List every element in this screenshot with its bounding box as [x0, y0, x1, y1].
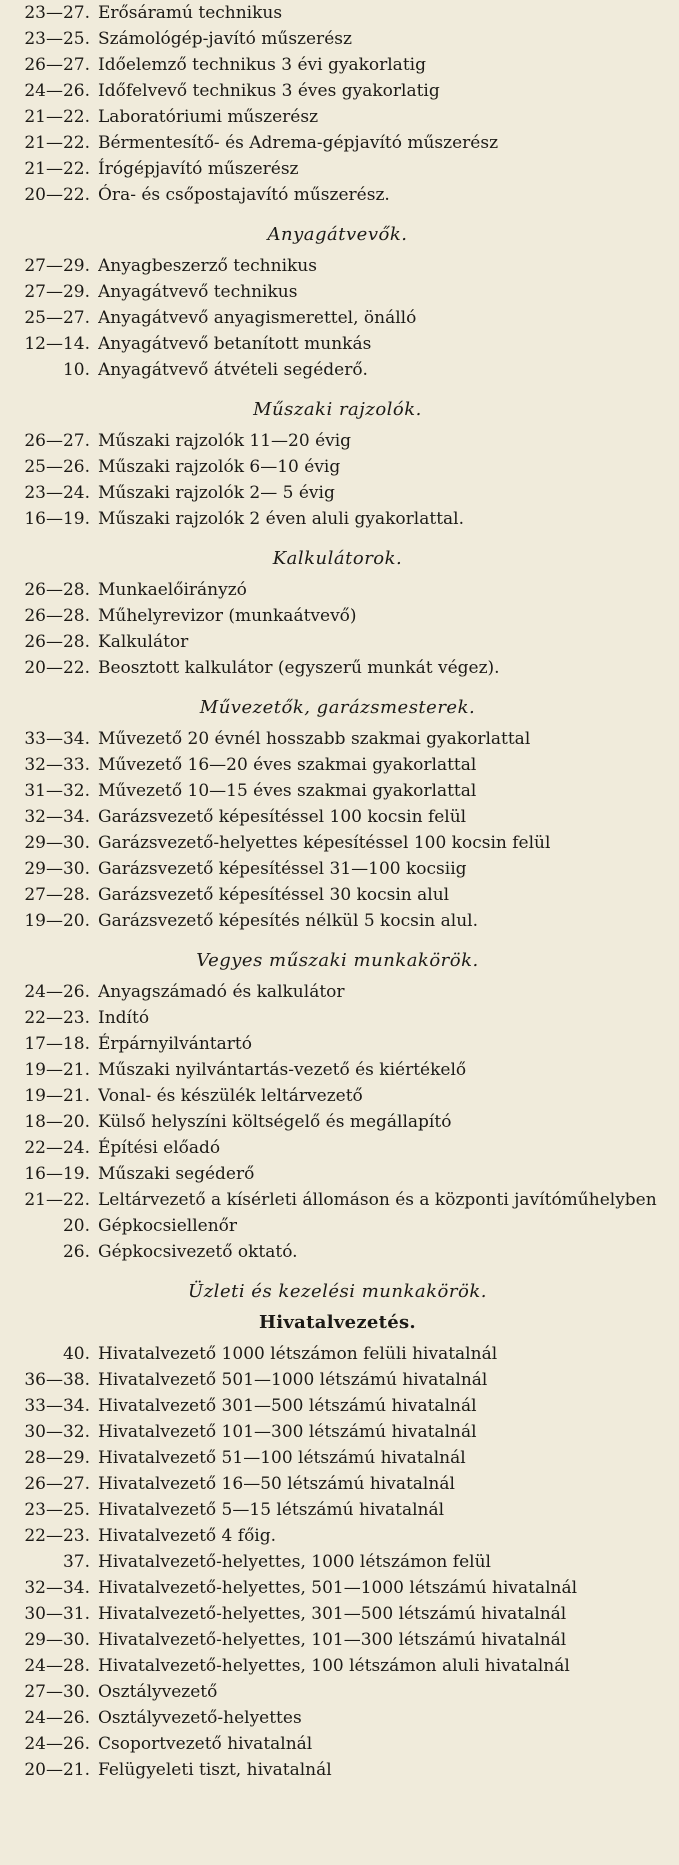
- job-title: Laboratóriumi műszerész: [98, 107, 319, 127]
- section-heading: Üzleti és kezelési munkakörök.: [188, 1281, 487, 1302]
- pay-grade: 20.: [62, 1216, 90, 1236]
- job-row: [6, 1031, 669, 1057]
- job-title: Számológép-javító műszerész: [98, 29, 352, 49]
- pay-grade: 25—26.: [24, 457, 90, 477]
- pay-grade: 29—30.: [24, 1630, 90, 1650]
- job-row: [6, 1005, 669, 1031]
- section: [6, 0, 669, 208]
- section: [6, 397, 669, 532]
- job-title: Műszaki rajzolók 2— 5 évig: [98, 483, 335, 503]
- job-row: [6, 331, 669, 357]
- job-title: Munkaelőirányzó: [98, 580, 247, 600]
- pay-grade: 16—19.: [24, 509, 90, 529]
- job-row: [6, 1731, 669, 1757]
- job-row: [6, 726, 669, 752]
- job-title: Külső helyszíni költségelő és megállapító: [98, 1112, 452, 1132]
- job-title: Műszaki segéderő: [98, 1164, 255, 1184]
- pay-grade: 33—34.: [24, 729, 90, 749]
- job-row: [6, 78, 669, 104]
- pay-grade: 30—31.: [24, 1604, 90, 1624]
- pay-grade: 19—20.: [24, 911, 90, 931]
- job-row: [6, 182, 669, 208]
- section-subheading: Hivatalvezetés.: [258, 1312, 417, 1333]
- job-title: Művezető 20 évnél hosszabb szakmai gyakorlattal: [98, 729, 531, 749]
- job-title: Időfelvevő technikus 3 éves gyakorlatig: [98, 81, 440, 101]
- job-row: [6, 908, 669, 934]
- pay-grade: 30—32.: [24, 1422, 90, 1442]
- pay-grade: 19—21.: [24, 1086, 90, 1106]
- pay-grade: 32—34.: [24, 807, 90, 827]
- job-title: Garázsvezető képesítés nélkül 5 kocsin alul.: [98, 911, 478, 931]
- job-row: [6, 1161, 669, 1187]
- job-row: [6, 804, 669, 830]
- job-row: [6, 1341, 669, 1367]
- job-title: Hivatalvezető-helyettes, 101—300 létszámú hivatalnál: [98, 1630, 567, 1650]
- pay-grade: 23—24.: [24, 483, 90, 503]
- job-title: Hivatalvezető 301—500 létszámú hivatalnál: [98, 1396, 477, 1416]
- job-row: [6, 1575, 669, 1601]
- job-row: [6, 830, 669, 856]
- job-title: Időelemző technikus 3 évi gyakorlatig: [98, 55, 426, 75]
- job-row: [6, 577, 669, 603]
- job-row: [6, 1679, 669, 1705]
- job-row: [6, 1419, 669, 1445]
- job-row: [6, 629, 669, 655]
- pay-grade: 26—27.: [24, 1474, 90, 1494]
- job-row: [6, 480, 669, 506]
- job-row: [6, 1757, 669, 1783]
- job-title: Osztályvezető: [98, 1682, 218, 1702]
- job-title: Hivatalvezető 501—1000 létszámú hivatalnál: [98, 1370, 488, 1390]
- pay-grade: 27—28.: [24, 885, 90, 905]
- job-row: [6, 1057, 669, 1083]
- job-title: Anyagátvevő technikus: [98, 282, 298, 302]
- job-row: [6, 655, 669, 681]
- pay-grade: 21—22.: [24, 159, 90, 179]
- job-row: [6, 130, 669, 156]
- job-title: Műszaki nyilvántartás-vezető és kiértékelő: [98, 1060, 467, 1080]
- pay-grade: 28—29.: [24, 1448, 90, 1468]
- section: [6, 222, 669, 383]
- job-row: [6, 1445, 669, 1471]
- job-title: Anyagátvevő betanított munkás: [98, 334, 372, 354]
- job-title: Művezető 16—20 éves szakmai gyakorlattal: [98, 755, 477, 775]
- pay-grade: 26—28.: [24, 606, 90, 626]
- pay-grade: 26—28.: [24, 580, 90, 600]
- job-title: Hivatalvezető 51—100 létszámú hivatalnál: [98, 1448, 466, 1468]
- job-row: [6, 752, 669, 778]
- job-title: Felügyeleti tiszt, hivatalnál: [98, 1760, 332, 1780]
- pay-grade: 26—27.: [24, 431, 90, 451]
- job-title: Anyagátvevő átvételi segéderő.: [98, 360, 368, 380]
- pay-grade: 31—32.: [24, 781, 90, 801]
- job-title: Óra- és csőpostajavító műszerész.: [98, 185, 390, 205]
- pay-grade: 20—22.: [24, 185, 90, 205]
- job-row: [6, 1239, 669, 1265]
- job-title: Műszaki rajzolók 6—10 évig: [98, 457, 341, 477]
- pay-grade: 32—34.: [24, 1578, 90, 1598]
- job-title: Csoportvezető hivatalnál: [98, 1734, 313, 1754]
- pay-grade: 22—23.: [24, 1526, 90, 1546]
- job-title: Hivatalvezető-helyettes, 1000 létszámon felül: [98, 1552, 491, 1572]
- pay-grade: 21—22.: [24, 107, 90, 127]
- pay-grade: 27—30.: [24, 1682, 90, 1702]
- job-title: Művezető 10—15 éves szakmai gyakorlattal: [98, 781, 477, 801]
- job-row: [6, 0, 669, 26]
- pay-grade: 37.: [62, 1552, 90, 1572]
- job-row: [6, 882, 669, 908]
- job-row: [6, 26, 669, 52]
- section: [6, 695, 669, 934]
- job-title: Építési előadó: [98, 1138, 221, 1158]
- pay-grade: 16—19.: [24, 1164, 90, 1184]
- section-heading: Műszaki rajzolók.: [253, 399, 422, 420]
- job-title: Garázsvezető-helyettes képesítéssel 100 kocsin felül: [98, 833, 551, 853]
- pay-grade: 36—38.: [24, 1370, 90, 1390]
- job-row: [6, 279, 669, 305]
- pay-grade: 29—30.: [24, 833, 90, 853]
- job-title: Bérmentesítő- és Adrema-gépjavító műszerész: [98, 133, 499, 153]
- section: [6, 1279, 669, 1783]
- job-title: Hivatalvezető-helyettes, 100 létszámon aluli hivatalnál: [98, 1656, 570, 1676]
- job-row: [6, 428, 669, 454]
- pay-grade: 22—23.: [24, 1008, 90, 1028]
- job-title: Garázsvezető képesítéssel 100 kocsin felül: [98, 807, 467, 827]
- job-title: Garázsvezető képesítéssel 30 kocsin alul: [98, 885, 450, 905]
- pay-grade: 32—33.: [24, 755, 90, 775]
- pay-grade: 40.: [62, 1344, 90, 1364]
- pay-grade: 26—28.: [24, 632, 90, 652]
- pay-grade: 12—14.: [24, 334, 90, 354]
- pay-grade: 23—27.: [24, 3, 90, 23]
- job-title: Hivatalvezető-helyettes, 501—1000 létszámú hivatalnál: [98, 1578, 578, 1598]
- section-heading: Kalkulátorok.: [272, 548, 403, 569]
- pay-grade: 24—26.: [24, 982, 90, 1002]
- job-row: [6, 1601, 669, 1627]
- job-row: [6, 1393, 669, 1419]
- job-row: [6, 1653, 669, 1679]
- job-row: [6, 454, 669, 480]
- job-title: Írógépjavító műszerész: [98, 159, 299, 179]
- job-row: [6, 1213, 669, 1239]
- pay-grade: 19—21.: [24, 1060, 90, 1080]
- job-title: Kalkulátor: [98, 632, 189, 652]
- pay-grade: 24—26.: [24, 1708, 90, 1728]
- job-row: [6, 856, 669, 882]
- pay-grade: 23—25.: [24, 29, 90, 49]
- pay-grade: 22—24.: [24, 1138, 90, 1158]
- job-row: [6, 1083, 669, 1109]
- pay-grade: 20—22.: [24, 658, 90, 678]
- job-row: [6, 603, 669, 629]
- job-title: Indító: [98, 1008, 150, 1028]
- section-heading: Művezetők, garázsmesterek.: [199, 697, 476, 718]
- section: [6, 948, 669, 1265]
- pay-grade: 10.: [62, 360, 90, 380]
- job-title: Garázsvezető képesítéssel 31—100 kocsiig: [98, 859, 467, 879]
- pay-grade: 18—20.: [24, 1112, 90, 1132]
- job-title: Osztályvezető-helyettes: [98, 1708, 302, 1728]
- pay-grade: 27—29.: [24, 256, 90, 276]
- job-title: Műszaki rajzolók 11—20 évig: [98, 431, 352, 451]
- pay-grade: 24—26.: [24, 81, 90, 101]
- job-row: [6, 1497, 669, 1523]
- job-row: [6, 253, 669, 279]
- job-title: Műhelyrevizor (munkaátvevő): [98, 606, 357, 626]
- job-row: [6, 1135, 669, 1161]
- job-title: Műszaki rajzolók 2 éven aluli gyakorlattal.: [98, 509, 465, 529]
- section: [6, 546, 669, 681]
- section-heading: Anyagátvevők.: [267, 224, 408, 245]
- pay-grade: 17—18.: [24, 1034, 90, 1054]
- job-row: [6, 104, 669, 130]
- job-title: Hivatalvezető 101—300 létszámú hivatalnál: [98, 1422, 477, 1442]
- job-title: Anyagbeszerző technikus: [98, 256, 317, 276]
- job-row: [6, 1187, 669, 1213]
- job-row: [6, 1705, 669, 1731]
- job-title: Érpárnyilvántartó: [98, 1034, 252, 1054]
- job-title: Hivatalvezető 1000 létszámon felüli hivatalnál: [98, 1344, 498, 1364]
- job-row: [6, 1367, 669, 1393]
- job-title: Hivatalvezető 4 főig.: [98, 1526, 277, 1546]
- job-title: Anyagszámadó és kalkulátor: [98, 982, 345, 1002]
- section-heading: Vegyes műszaki munkakörök.: [196, 950, 479, 971]
- job-title: Gépkocsivezető oktató.: [98, 1242, 298, 1262]
- pay-grade: 26.: [62, 1242, 90, 1262]
- job-row: [6, 1523, 669, 1549]
- pay-grade: 33—34.: [24, 1396, 90, 1416]
- job-title: Beosztott kalkulátor (egyszerű munkát végez).: [98, 658, 500, 678]
- job-row: [6, 1471, 669, 1497]
- job-row: [6, 1549, 669, 1575]
- pay-grade: 24—28.: [24, 1656, 90, 1676]
- job-row: [6, 156, 669, 182]
- job-title: Leltárvezető a kísérleti állomáson és a központi javítóműhelyben: [98, 1190, 657, 1210]
- job-row: [6, 506, 669, 532]
- pay-grade: 26—27.: [24, 55, 90, 75]
- pay-grade: 21—22.: [24, 133, 90, 153]
- job-title: Anyagátvevő anyagismerettel, önálló: [98, 308, 417, 328]
- job-title: Vonal- és készülék leltárvezető: [98, 1086, 363, 1106]
- pay-grade: 21—22.: [24, 1190, 90, 1210]
- job-title: Erősáramú technikus: [98, 3, 283, 23]
- job-row: [6, 52, 669, 78]
- job-row: [6, 305, 669, 331]
- pay-grade: 29—30.: [24, 859, 90, 879]
- job-row: [6, 1109, 669, 1135]
- job-row: [6, 979, 669, 1005]
- job-title: Hivatalvezető 5—15 létszámú hivatalnál: [98, 1500, 445, 1520]
- job-title: Hivatalvezető 16—50 létszámú hivatalnál: [98, 1474, 455, 1494]
- job-row: [6, 778, 669, 804]
- pay-grade: 25—27.: [24, 308, 90, 328]
- job-row: [6, 1627, 669, 1653]
- pay-grade: 20—21.: [24, 1760, 90, 1780]
- pay-grade: 23—25.: [24, 1500, 90, 1520]
- job-title: Gépkocsiellenőr: [98, 1216, 238, 1236]
- pay-grade: 27—29.: [24, 282, 90, 302]
- job-title: Hivatalvezető-helyettes, 301—500 létszámú hivatalnál: [98, 1604, 567, 1624]
- pay-grade: 24—26.: [24, 1734, 90, 1754]
- job-row: [6, 357, 669, 383]
